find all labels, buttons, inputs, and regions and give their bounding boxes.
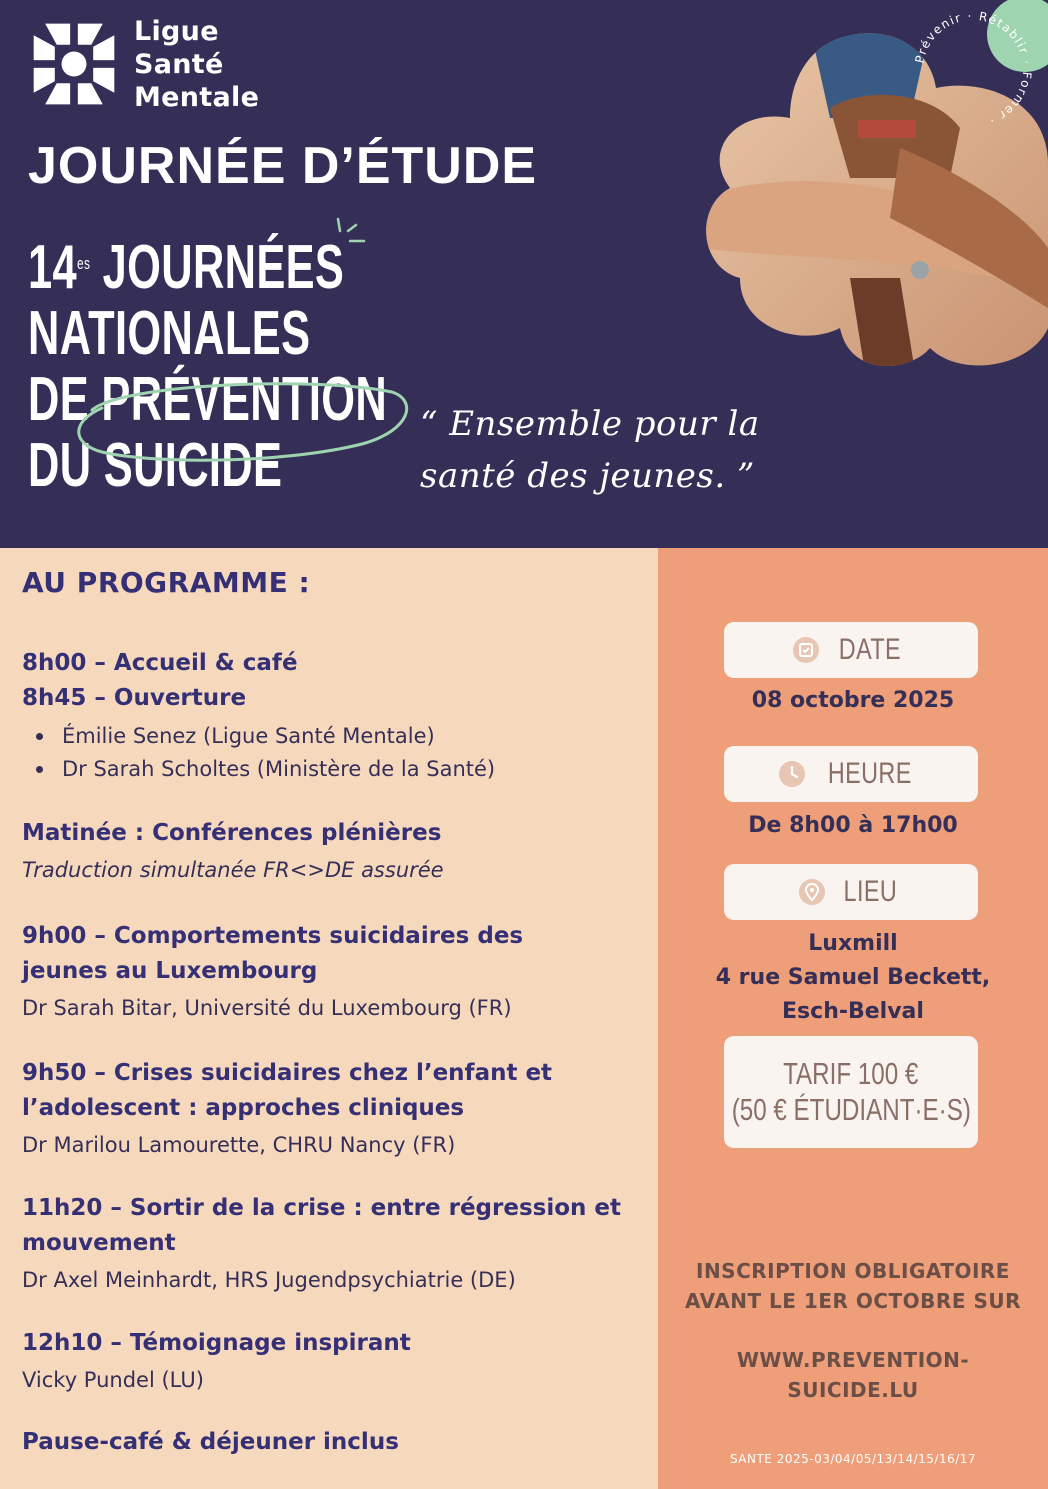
badge-ring-text: Prévenir · Rétablir · Former ·: [912, 8, 1035, 128]
time-label: HEURE: [828, 757, 912, 790]
talk-2-title-line-1: 9h50 – Crises suicidaires chez l’enfant et: [22, 1060, 553, 1086]
talk-3-title-line-1: 11h20 – Sortir de la crise : entre régression et: [22, 1195, 621, 1221]
place-city: Esch-Belval: [782, 999, 924, 1024]
header-banner: [0, 0, 1048, 548]
price-box: [724, 1036, 978, 1148]
location-pin-icon: [798, 878, 826, 906]
date-label-box: [724, 622, 978, 678]
sparkle-decoration-icon: [330, 215, 370, 255]
registration-line-2: AVANT LE 1ER OCTOBRE SUR: [684, 1289, 1021, 1313]
talk-1-title-line-1: 9h00 – Comportements suicidaires des: [22, 923, 524, 949]
brand-line-2: Santé: [134, 49, 224, 80]
registration-line-1: INSCRIPTION OBLIGATOIRE: [696, 1259, 1010, 1283]
tagline-line-2: santé des jeunes. ”: [420, 456, 755, 496]
event-type-heading: JOURNÉE D’ÉTUDE: [28, 137, 538, 195]
list-item: Émilie Senez (Ligue Santé Mentale): [36, 720, 495, 753]
price-student: (50 € ÉTUDIANT·E·S): [731, 1092, 971, 1127]
price-full: TARIF 100 €: [783, 1056, 919, 1091]
registration-url-line-1[interactable]: WWW.PREVENTION-: [736, 1348, 970, 1372]
lunch-note: Pause-café & déjeuner inclus: [22, 1429, 399, 1455]
talk-2-title-line-2: l’adolescent : approches cliniques: [22, 1095, 465, 1121]
title-superscript: es: [76, 254, 91, 273]
event-tagline: [420, 398, 760, 502]
practical-info-panel: [658, 548, 1048, 1489]
place-label: LIEU: [843, 875, 897, 908]
place-street: 4 rue Samuel Beckett,: [715, 965, 991, 990]
registration-url-line-2[interactable]: SUICIDE.LU: [787, 1378, 919, 1402]
brand-logo-icon: [26, 16, 122, 112]
brand-line-1: Ligue: [134, 16, 219, 47]
place-name: Luxmill: [808, 931, 898, 956]
program-section: [0, 548, 658, 1489]
program-item-welcome: 8h00 – Accueil & café: [22, 650, 298, 676]
talk-2-speaker: Dr Marilou Lamourette, CHRU Nancy (FR): [22, 1133, 456, 1157]
title-number: 14: [28, 233, 77, 302]
talk-3-title-line-2: mouvement: [22, 1230, 176, 1256]
title-line-2: NATIONALES: [28, 299, 311, 368]
brand-name: [134, 15, 259, 114]
list-item: Dr Sarah Scholtes (Ministère de la Santé): [36, 753, 495, 786]
program-heading: AU PROGRAMME :: [22, 566, 311, 599]
morning-session-title: Matinée : Conférences plénières: [22, 820, 442, 846]
title-line-3: DE PRÉVENTION: [28, 365, 388, 434]
translation-note: Traduction simultanée FR<>DE assurée: [22, 858, 444, 882]
talk-1-speaker: Dr Sarah Bitar, Université du Luxembourg (FR): [22, 996, 512, 1020]
place-label-box: [724, 864, 978, 920]
document-reference: SANTE 2025-03/04/05/13/14/15/16/17: [729, 1452, 977, 1466]
hand-drawn-circle-decoration: [62, 372, 412, 472]
talk-3-speaker: Dr Axel Meinhardt, HRS Jugendpsychiatrie (DE): [22, 1268, 516, 1292]
circular-badge: [893, 0, 1048, 128]
talk-4-speaker: Vicky Pundel (LU): [22, 1368, 204, 1392]
brand-line-3: Mentale: [134, 82, 260, 113]
date-value: 08 octobre 2025: [751, 688, 955, 713]
tagline-line-1: “ Ensemble pour la: [420, 404, 760, 444]
time-label-box: [724, 746, 978, 802]
talk-4-title: 12h10 – Témoignage inspirant: [22, 1330, 411, 1356]
opening-speakers-list: [36, 720, 495, 786]
talk-1-title-line-2: jeunes au Luxembourg: [22, 958, 318, 984]
program-item-opening: 8h45 – Ouverture: [22, 685, 247, 711]
calendar-icon: [792, 636, 820, 664]
date-label: DATE: [838, 633, 902, 666]
time-value: De 8h00 à 17h00: [748, 813, 958, 838]
clock-icon: [778, 760, 806, 788]
title-line-1-rest: JOURNÉES: [102, 233, 345, 302]
title-line-4: DU SUICIDE: [28, 431, 283, 500]
